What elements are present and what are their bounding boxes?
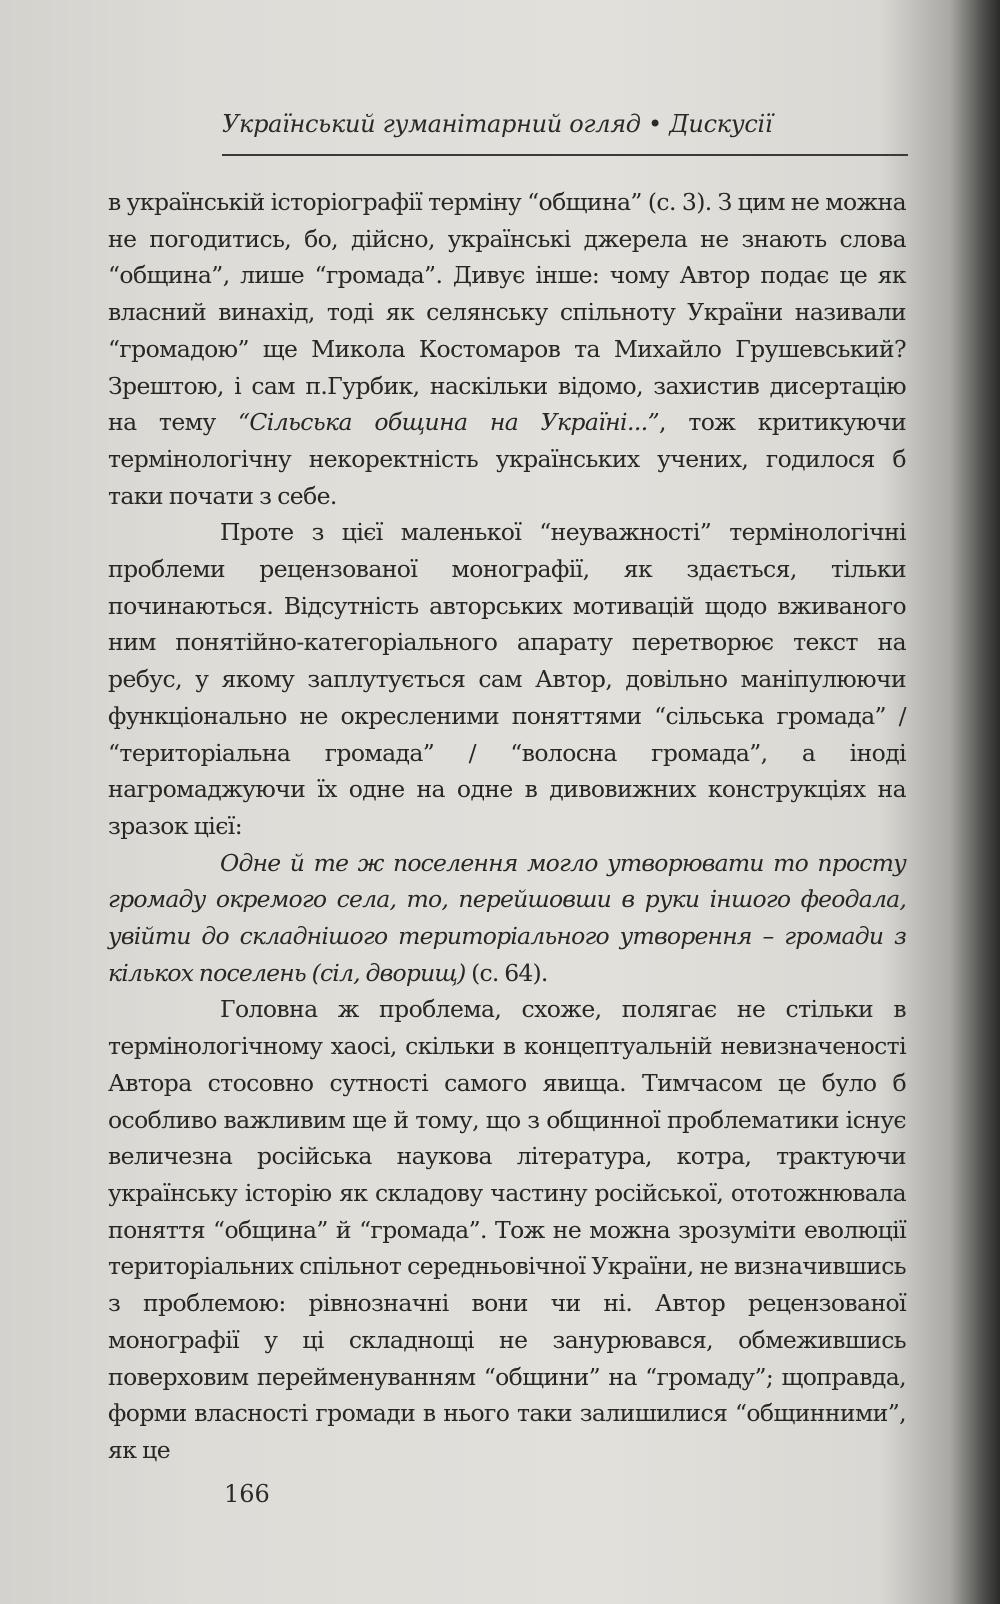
paragraph-2: Проте з цієї маленької “неуважності” термінологічні проблеми рецензованої монографії, як здається, тільки починаються. Відсутність авторських мотивацій щодо вживаного ним понятійно-категоріального апарату перетворює текст на ребус, у якому заплутується сам Автор, довільно маніпулюючи функціонально не окресленими поняттями “сільська громада” / “територіальна громада” / “волосна громада”, а іноді нагромаджуючи їх одне на одне в дивовижних конструкціях на зразок цієї:	[108, 518, 906, 840]
paragraph-1-text-after: , тож критикуючи термінологічну некоректність українських учених, годилося б таки почати з себе.	[108, 408, 907, 510]
page-number: 166	[224, 1480, 270, 1508]
paragraph-1-text-before: в українській історіографії терміну “община” (с. 3). З цим не можна не погодитись, бо, дійсно, українські джерела не знають слова “община”, лише “громада”. Дивує інше: чому Автор подає це як власний винахід, тоді як селянську спільноту України називали “громадою” ще Микола Костомаров та Михайло Грушевський? Зрештою, і сам п.Гурбик, наскільки відомо, захистив дисертацію на тему	[108, 188, 906, 437]
quotation	[108, 845, 906, 992]
running-header	[222, 106, 908, 156]
running-title: Український гуманітарний огляд • Дискусії	[222, 110, 773, 138]
dissertation-title: “Сільська община на Україні...”	[238, 408, 660, 437]
main-text	[108, 184, 906, 1469]
quotation-citation: (с. 64).	[465, 958, 548, 987]
paragraph-1	[108, 184, 906, 514]
quotation-text: Одне й те ж поселення могло утворювати то просту громаду окремого села, то, перейшовши в руки іншого феодала, увійти до складнішого територіального утворення – громади з кількох поселень (сіл, дворищ)	[108, 848, 906, 987]
paragraph-3: Головна ж проблема, схоже, полягає не стільки в термінологічному хаосі, скільки в концептуальній невизначеності Автора стосовно сутності самого явища. Тимчасом це було б особливо важливим ще й тому, що з общинної проблематики існує величезна російська наукова література, котра, трактуючи українську історію як складову частину російської, ототожнювала поняття “община” й “громада”. Тож не можна зрозуміти еволюції територіальних спільнот середньовічної України, не визначившись з проблемою: рівнозначні вони чи ні. Автор рецензованої монографії у ці складнощі не занурювався, обмежившись поверховим перейменуванням “общини” на “громаду”; щоправда, форми власності громади в нього таки залишилися “общинними”, як це	[108, 995, 906, 1464]
